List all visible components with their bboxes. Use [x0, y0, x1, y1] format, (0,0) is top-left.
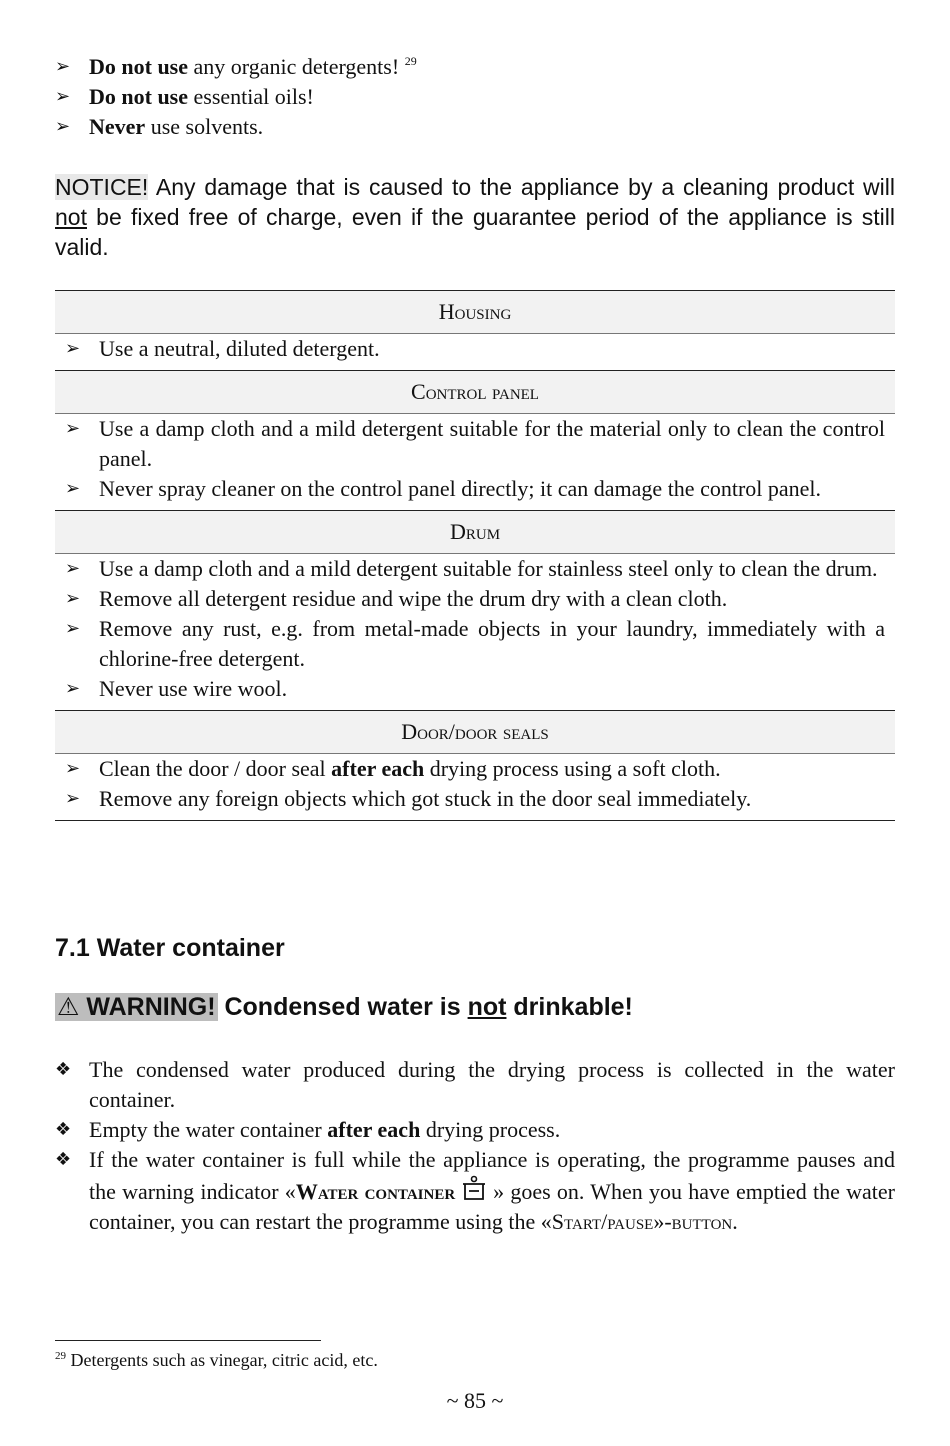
top-bullet-list: [55, 52, 895, 142]
diamond-bullet-icon: ❖: [55, 1059, 72, 1080]
arrow-bullet-icon: ➢: [55, 56, 71, 77]
control-panel-header: Control panel: [55, 371, 895, 414]
arrow-bullet-icon: ➢: [65, 678, 81, 699]
list-item: ➢ Use a damp cloth and a mild detergent suitable for the material only to clean the control panel.: [65, 416, 885, 471]
arrow-bullet-icon: ➢: [65, 558, 81, 579]
drum-header: Drum: [55, 511, 895, 554]
housing-header: Housing: [55, 291, 895, 334]
arrow-bullet-icon: ➢: [65, 788, 81, 809]
footnote-rule: [55, 1340, 321, 1341]
warning-line: ⚠ WARNING! Condensed water is not drinkable!: [57, 993, 633, 1021]
footnote: $^{29}$ Detergents such as vinegar, citric acid, etc.: [55, 1350, 378, 1370]
list-item: ➢ Clean the door / door seal after each drying process using a soft cloth.: [65, 754, 885, 784]
housing-cell: [55, 334, 895, 371]
list-item: ➢ Do not use any organic detergents! $^{29}$: [55, 52, 895, 82]
arrow-bullet-icon: ➢: [55, 116, 71, 137]
diamond-bullet-icon: ❖: [55, 1119, 72, 1140]
list-item: ❖ If the water container is full while the appliance is operating, the programme pauses and the warning indicator «Water container » goes on. When you have emptied the water container, you can restart the programme using the «Start/pause»-button.: [55, 1147, 895, 1234]
list-item: ➢ Remove all detergent residue and wipe the drum dry with a clean cloth.: [65, 584, 885, 614]
arrow-bullet-icon: ➢: [65, 338, 81, 359]
drum-cell: [55, 554, 895, 711]
notice-paragraph: NOTICE! Any damage that is caused to the appliance by a cleaning product will not be fixed free of charge, even if the guarantee period of the appliance is still valid.: [55, 174, 895, 260]
arrow-bullet-icon: ➢: [65, 478, 81, 499]
water-container-list: [55, 1055, 895, 1237]
list-item: ➢ Use a neutral, diluted detergent.: [65, 334, 885, 364]
list-item: ➢ Remove any rust, e.g. from metal-made objects in your laundry, immediately with a chlorine-free detergent.: [65, 616, 885, 671]
list-item: ➢ Never use solvents.: [55, 112, 895, 142]
list-item: ➢ Do not use essential oils!: [55, 82, 895, 112]
arrow-bullet-icon: ➢: [65, 758, 81, 779]
footnote-ref: 29: [404, 54, 417, 68]
page-number: ~ 85 ~: [446, 1388, 504, 1413]
list-item: ➢ Use a damp cloth and a mild detergent suitable for stainless steel only to clean the drum.: [65, 554, 885, 584]
cleaning-table: [55, 290, 895, 821]
section-title: 7.1 Water container: [55, 934, 285, 962]
door-cell: [55, 754, 895, 821]
arrow-bullet-icon: ➢: [55, 86, 71, 107]
list-item: ❖ Empty the water container after each drying process.: [55, 1115, 895, 1145]
list-item: ➢ Remove any foreign objects which got stuck in the door seal immediately.: [65, 784, 885, 814]
list-item: ❖ The condensed water produced during the drying process is collected in the water container.: [55, 1057, 895, 1112]
door-header: Door/door seals: [55, 711, 895, 754]
water-container-icon: [459, 1175, 489, 1203]
warning-label: ⚠ WARNING!: [57, 993, 216, 1021]
control-panel-cell: [55, 414, 895, 511]
warning-triangle-icon: ⚠: [57, 993, 80, 1021]
arrow-bullet-icon: ➢: [65, 418, 81, 439]
notice-label: NOTICE!: [55, 174, 149, 200]
arrow-bullet-icon: ➢: [65, 588, 81, 609]
list-item: ➢ Never use wire wool.: [65, 674, 885, 704]
arrow-bullet-icon: ➢: [65, 618, 81, 639]
diamond-bullet-icon: ❖: [55, 1149, 72, 1170]
list-item: ➢ Never spray cleaner on the control panel directly; it can damage the control panel.: [65, 474, 885, 504]
